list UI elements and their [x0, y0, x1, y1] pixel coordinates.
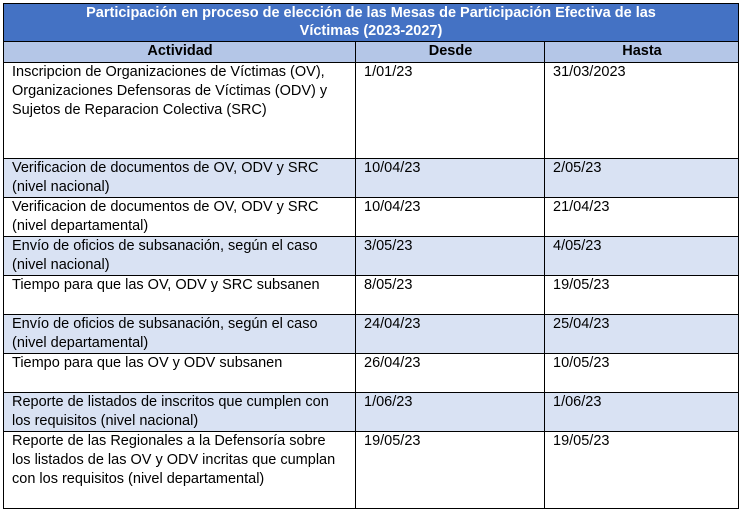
from-cell: 24/04/23: [356, 315, 545, 354]
from-cell: 10/04/23: [356, 159, 545, 198]
activity-cell: Envío de oficios de subsanación, según el caso (nivel departamental): [4, 315, 356, 354]
table-row: [4, 276, 739, 315]
header-to: Hasta: [545, 42, 739, 63]
activity-cell: Envío de oficios de subsanación, según el caso (nivel nacional): [4, 237, 356, 276]
from-cell: 1/06/23: [356, 393, 545, 432]
to-cell: 25/04/23: [545, 315, 739, 354]
to-cell: 10/05/23: [545, 354, 739, 393]
activity-cell: Reporte de listados de inscritos que cumplen con los requisitos (nivel nacional): [4, 393, 356, 432]
from-cell: 8/05/23: [356, 276, 545, 315]
title-row: [4, 4, 739, 42]
table-title: [4, 4, 739, 42]
table-row: [4, 63, 739, 159]
table-row: [4, 393, 739, 432]
table-row: [4, 354, 739, 393]
activity-cell: Tiempo para que las OV, ODV y SRC subsanen: [4, 276, 356, 315]
activity-cell: Reporte de las Regionales a la Defensoría sobre los listados de las OV y ODV incritas que cumplan con los requisitos (nivel departamental): [4, 432, 356, 509]
header-from: Desde: [356, 42, 545, 63]
to-cell: 19/05/23: [545, 276, 739, 315]
from-cell: 1/01/23: [356, 63, 545, 159]
schedule-table: [3, 3, 739, 509]
from-cell: 3/05/23: [356, 237, 545, 276]
from-cell: 10/04/23: [356, 198, 545, 237]
to-cell: 4/05/23: [545, 237, 739, 276]
to-cell: 31/03/2023: [545, 63, 739, 159]
from-cell: 19/05/23: [356, 432, 545, 509]
table-title-text: Participación en proceso de elección de las Mesas de Participación Efectiva de las Víctimas (2023-2027): [86, 5, 656, 39]
header-activity: Actividad: [4, 42, 356, 63]
activity-cell: Verificacion de documentos de OV, ODV y SRC (nivel departamental): [4, 198, 356, 237]
activity-cell: Tiempo para que las OV y ODV subsanen: [4, 354, 356, 393]
to-cell: 1/06/23: [545, 393, 739, 432]
header-row: [4, 42, 739, 63]
table-row: [4, 198, 739, 237]
to-cell: 2/05/23: [545, 159, 739, 198]
to-cell: 19/05/23: [545, 432, 739, 509]
to-cell: 21/04/23: [545, 198, 739, 237]
activity-cell: Verificacion de documentos de OV, ODV y SRC (nivel nacional): [4, 159, 356, 198]
table-row: [4, 237, 739, 276]
table-row: [4, 159, 739, 198]
schedule-table-container: [3, 3, 738, 509]
table-row: [4, 315, 739, 354]
activity-cell: Inscripcion de Organizaciones de Víctimas (OV), Organizaciones Defensoras de Víctimas (ODV) y Sujetos de Reparacion Colectiva (SRC): [4, 63, 356, 159]
from-cell: 26/04/23: [356, 354, 545, 393]
table-row: [4, 432, 739, 509]
